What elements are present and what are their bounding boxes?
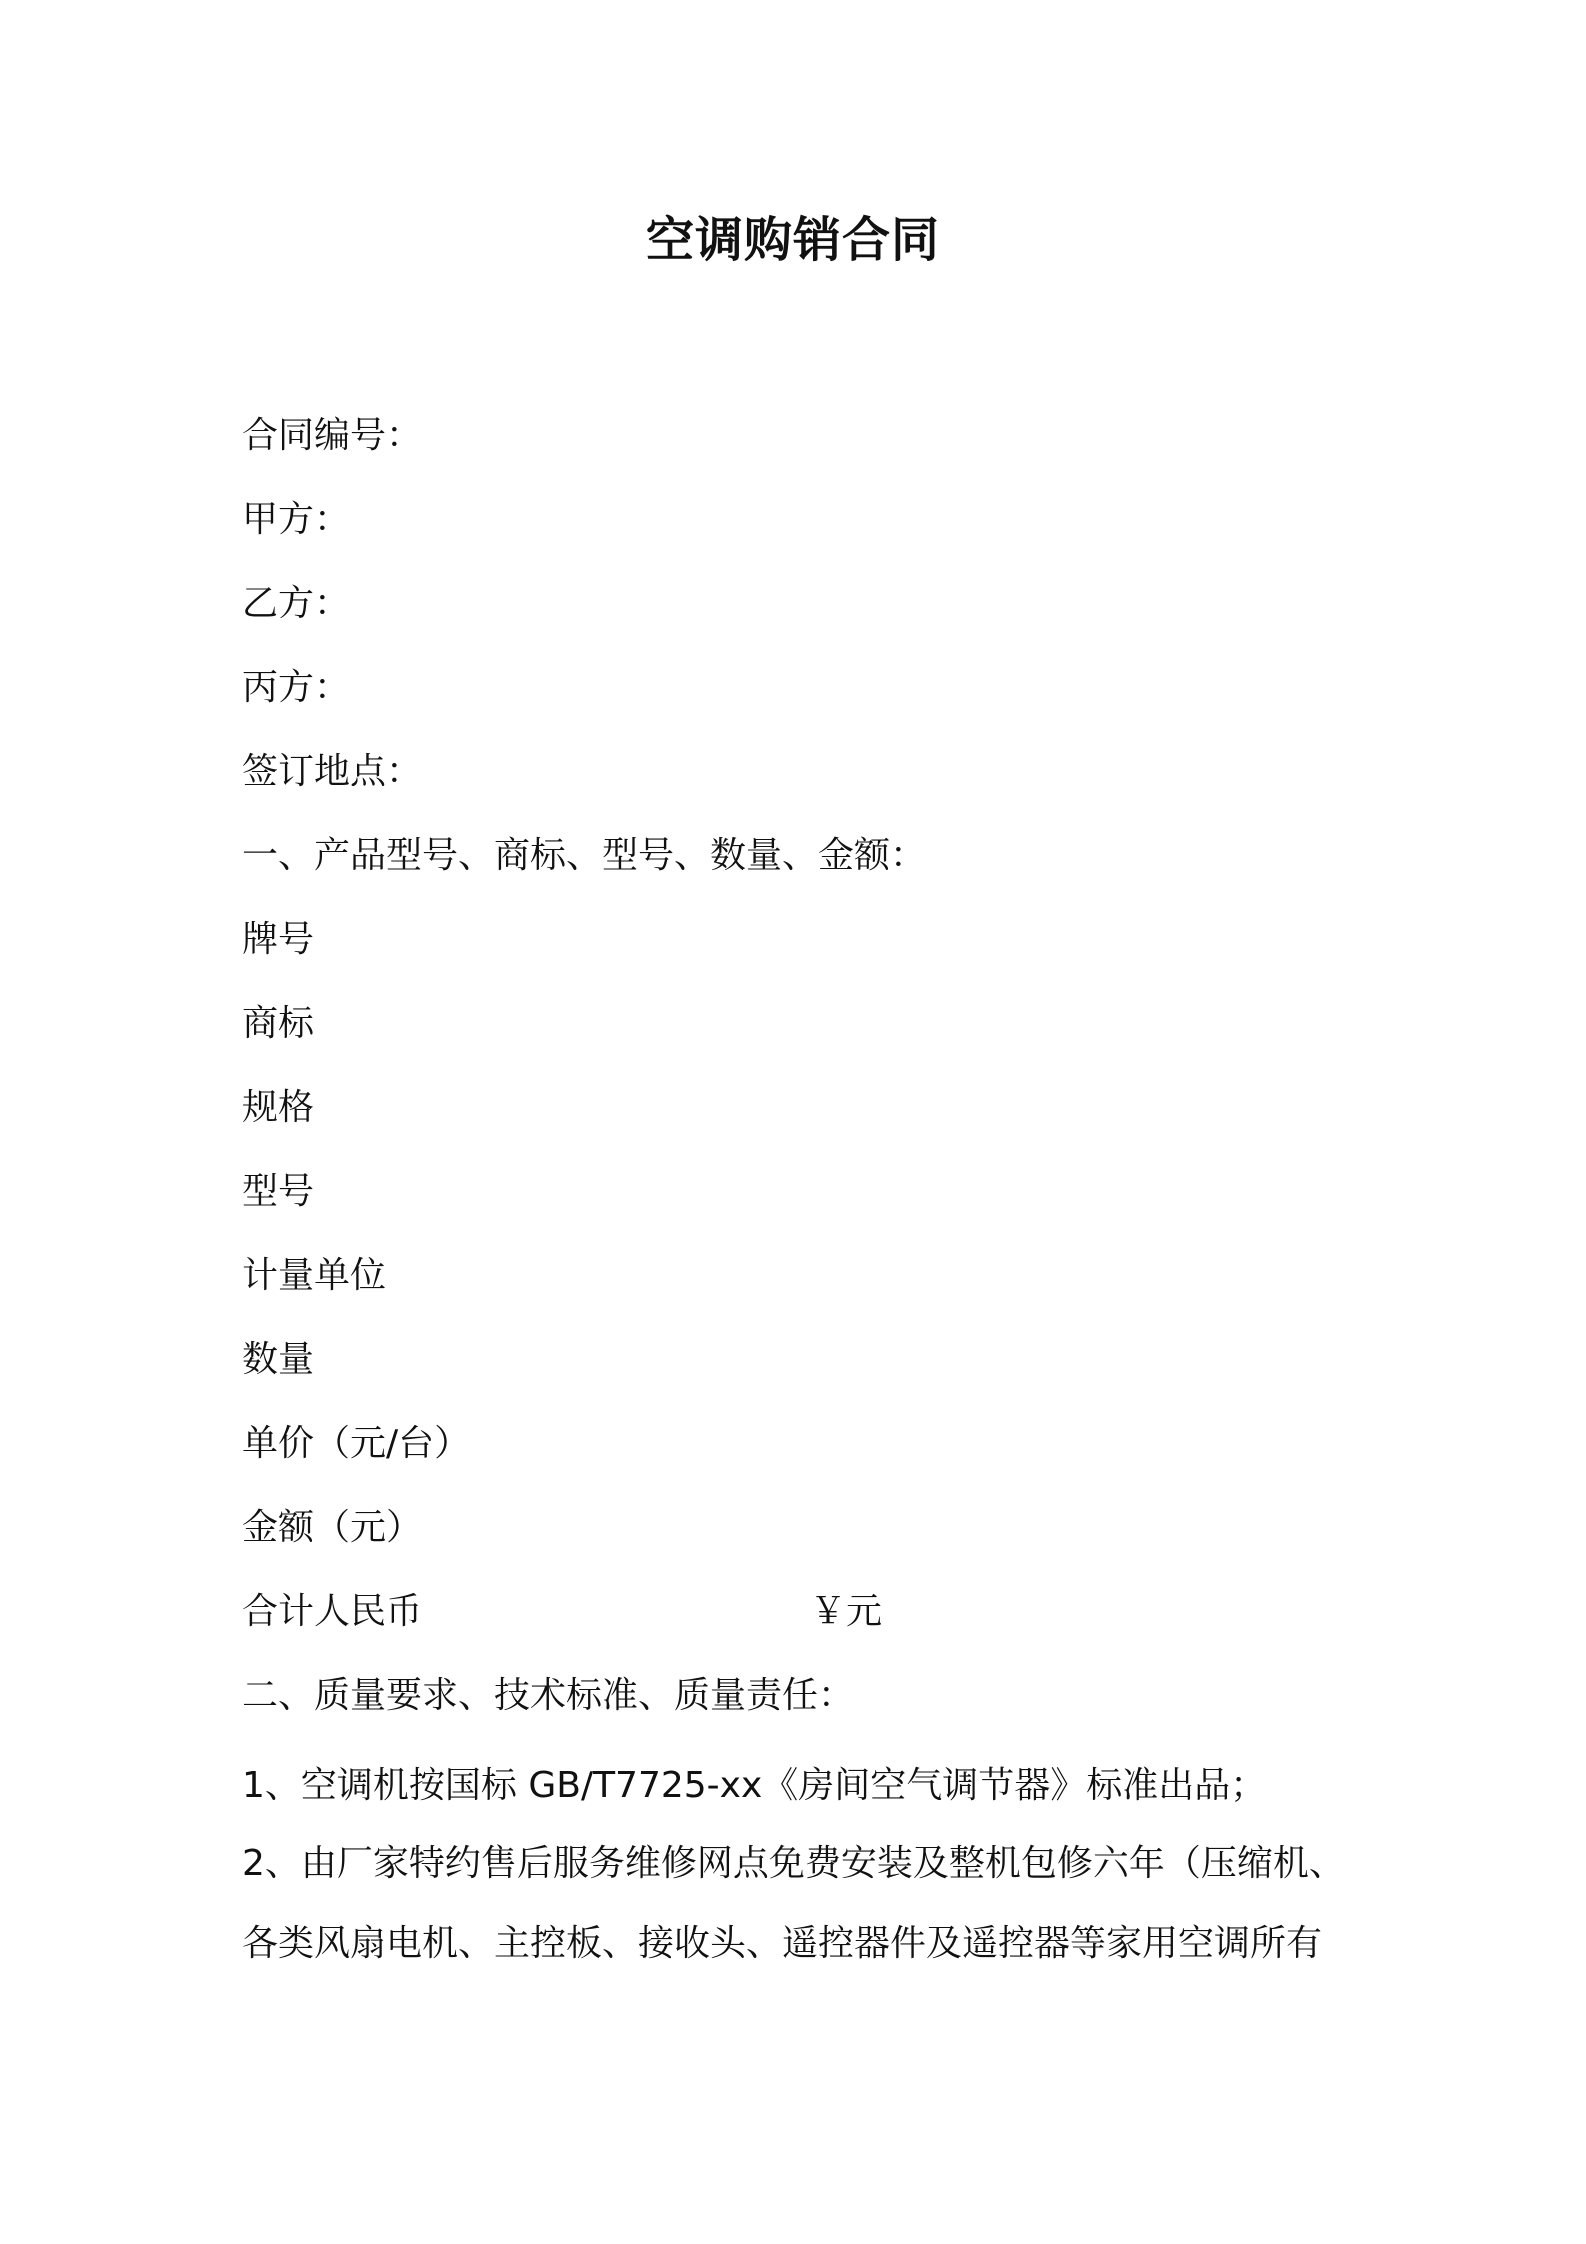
item-amount: 金额（元） xyxy=(242,1507,423,1548)
field-party-a: 甲方： xyxy=(242,499,351,540)
document-title: 空调购销合同 xyxy=(645,212,940,268)
total-amount: ￥元 xyxy=(810,1591,883,1632)
item-unit-price: 单价（元/台） xyxy=(242,1423,471,1464)
item-quantity: 数量 xyxy=(242,1339,315,1380)
item-trademark: 商标 xyxy=(242,1003,315,1044)
item-unit: 计量单位 xyxy=(242,1255,387,1296)
field-party-c: 丙方： xyxy=(242,667,351,708)
item-specification: 规格 xyxy=(242,1087,315,1128)
field-party-b: 乙方： xyxy=(242,583,351,624)
clause-2-line-1: 2、由厂家特约售后服务维修网点免费安装及整机包修六年（压缩机、 xyxy=(242,1843,1345,1884)
section2-heading: 二、质量要求、技术标准、质量责任： xyxy=(242,1675,855,1716)
total-label: 合计人民币 xyxy=(242,1591,423,1632)
item-model: 型号 xyxy=(242,1171,315,1212)
section1-heading: 一、产品型号、商标、型号、数量、金额： xyxy=(242,835,927,876)
field-signing-place: 签订地点： xyxy=(242,751,423,792)
clause-1: 1、空调机按国标 GB/T7725-xx《房间空气调节器》标准出品； xyxy=(242,1765,1267,1806)
item-brand-number: 牌号 xyxy=(242,919,315,960)
clause-2-line-2: 各类风扇电机、主控板、接收头、遥控器件及遥控器等家用空调所有 xyxy=(242,1923,1323,1964)
field-contract-number: 合同编号： xyxy=(242,415,423,456)
